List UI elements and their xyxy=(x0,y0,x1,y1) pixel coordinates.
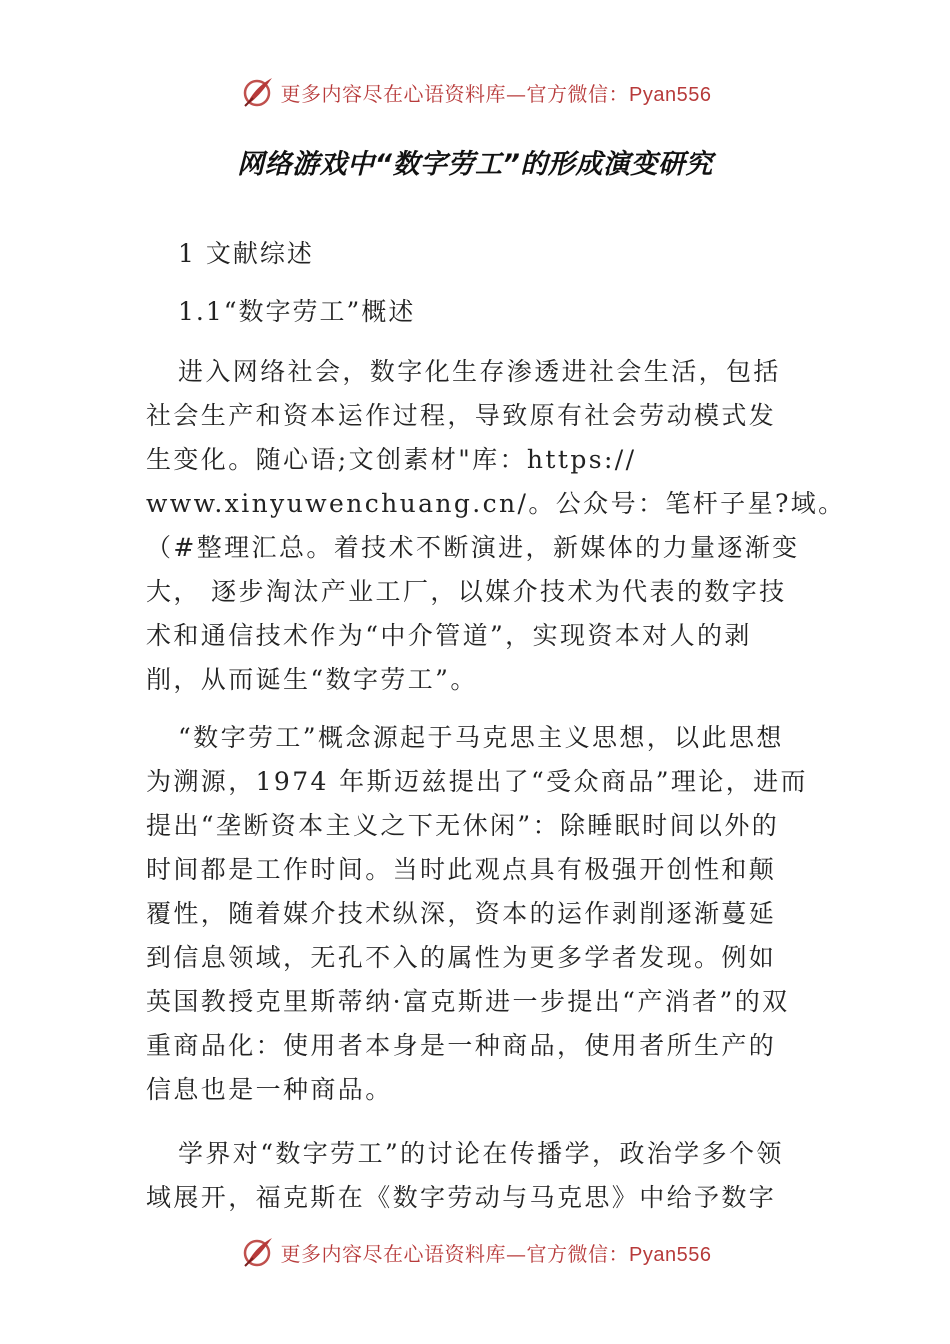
paragraph-line: “数字劳工”概念源起于马克思主义思想，以此思想 xyxy=(178,723,784,752)
paragraph-line: 到信息领域，无孔不入的属性为更多学者发现。例如 xyxy=(146,943,777,972)
quill-circle-logo-icon xyxy=(239,74,275,110)
paragraph-line: 学界对“数字劳工”的讨论在传播学，政治学多个领 xyxy=(178,1139,784,1168)
paragraph-line: 为溯源，1974 年斯迈兹提出了“受众商品”理论，进而 xyxy=(146,767,808,796)
document-title: 网络游戏中“数字劳工”的形成演变研究 xyxy=(237,149,713,180)
paragraph-1 xyxy=(146,350,846,702)
paragraph-line: 英国教授克里斯蒂纳·富克斯进一步提出“产消者”的双 xyxy=(146,987,790,1016)
paragraph-line: 社会生产和资本运作过程，导致原有社会劳动模式发 xyxy=(146,401,777,430)
paragraph-line: 时间都是工作时间。当时此观点具有极强开创性和颠 xyxy=(146,855,777,884)
paragraph-line: 覆性，随着媒介技术纵深，资本的运作剥削逐渐蔓延 xyxy=(146,899,777,928)
header-watermark xyxy=(0,72,950,112)
paragraph-line: 生变化。随心语;文创素材"库：https:// xyxy=(146,445,637,474)
section-heading: 1 文献综述 xyxy=(178,239,314,268)
paragraph-line: 术和通信技术作为“中介管道”，实现资本对人的剥 xyxy=(146,621,752,650)
footer-watermark xyxy=(0,1232,950,1272)
paragraph-line: 域展开，福克斯在《数字劳动与马克思》中给予数字 xyxy=(146,1183,777,1212)
paragraph-line: 进入网络社会，数字化生存渗透进社会生活，包括 xyxy=(178,357,781,386)
paragraph-3 xyxy=(146,1132,826,1220)
watermark-text: 更多内容尽在心语资料库—官方微信：Pyan556 xyxy=(280,1241,712,1266)
quill-circle-logo-icon xyxy=(239,1234,275,1270)
paragraph-line: www.xinyuwenchuang.cn/。公众号：笔杆子星?域。 xyxy=(146,489,846,518)
paragraph-line: 重商品化：使用者本身是一种商品，使用者所生产的 xyxy=(146,1031,777,1060)
paragraph-line: 信息也是一种商品。 xyxy=(146,1075,393,1104)
paragraph-line: 削，从而诞生“数字劳工”。 xyxy=(146,665,478,694)
watermark-text: 更多内容尽在心语资料库—官方微信：Pyan556 xyxy=(280,81,712,106)
paragraph-line: （#整理汇总。着技术不断演进，新媒体的力量逐渐变 xyxy=(146,533,800,562)
paragraph-2 xyxy=(146,716,826,1112)
paragraph-line: 大， 逐步淘汰产业工厂，以媒介技术为代表的数字技 xyxy=(146,577,787,606)
subsection-heading: 1.1“数字劳工”概述 xyxy=(178,297,416,326)
paragraph-line: 提出“垄断资本主义之下无休闲”：除睡眠时间以外的 xyxy=(146,811,780,840)
